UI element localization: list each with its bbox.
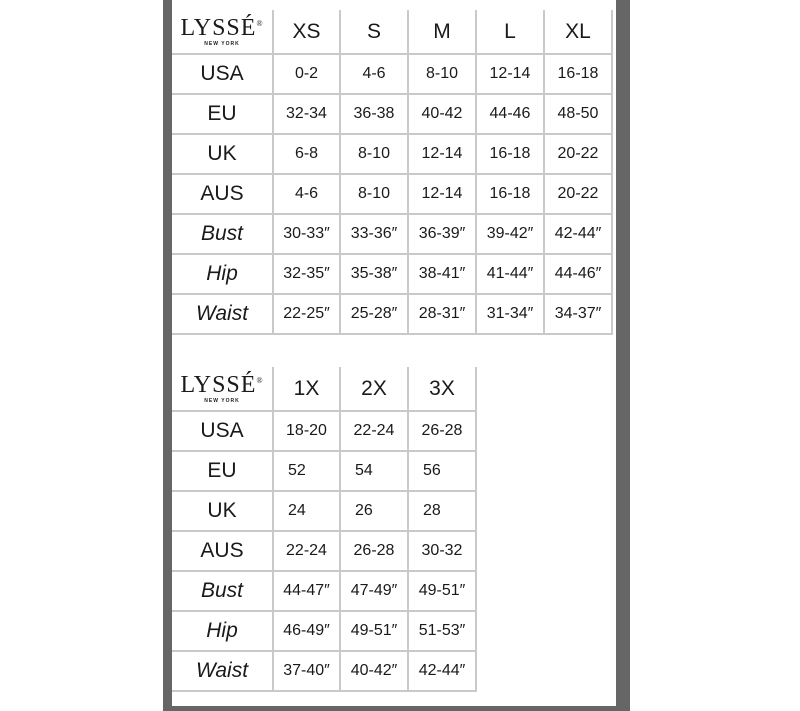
table-cell: 24 <box>274 492 341 532</box>
table-cell: 8-10 <box>409 55 477 95</box>
table-cell: 35-38″ <box>341 255 409 295</box>
row-label: Hip <box>172 612 274 652</box>
table-cell: 6-8 <box>274 135 341 175</box>
row-label: UK <box>172 492 274 532</box>
table-cell: 40-42″ <box>341 652 409 692</box>
table-cell: 44-47″ <box>274 572 341 612</box>
row-label: Bust <box>172 215 274 255</box>
table-cell: 36-38 <box>341 95 409 135</box>
table-cell: 4-6 <box>274 175 341 215</box>
brand-name: LYSSÉ® <box>180 372 264 398</box>
table-cell: 31-34″ <box>477 295 545 335</box>
brand-name: LYSSÉ® <box>180 15 264 41</box>
table-cell: 0-2 <box>274 55 341 95</box>
table-cell: 32-35″ <box>274 255 341 295</box>
size-table-plus <box>172 367 477 692</box>
table-cell: 28-31″ <box>409 295 477 335</box>
row-label: EU <box>172 95 274 135</box>
table-cell: 42-44″ <box>409 652 477 692</box>
table-cell: 22-24 <box>274 532 341 572</box>
row-label: AUS <box>172 175 274 215</box>
table-cell: 33-36″ <box>341 215 409 255</box>
table-cell: 16-18 <box>477 135 545 175</box>
table-cell: 42-44″ <box>545 215 613 255</box>
table-cell: 8-10 <box>341 135 409 175</box>
table-cell: 26-28 <box>341 532 409 572</box>
table-cell: 8-10 <box>341 175 409 215</box>
column-header: L <box>477 10 545 55</box>
table-cell: 44-46″ <box>545 255 613 295</box>
table-cell: 22-24 <box>341 412 409 452</box>
table-cell: 20-22 <box>545 135 613 175</box>
table-cell: 48-50 <box>545 95 613 135</box>
table-cell: 12-14 <box>409 135 477 175</box>
table-cell: 54 <box>341 452 409 492</box>
table-cell: 34-37″ <box>545 295 613 335</box>
table-cell: 51-53″ <box>409 612 477 652</box>
table-cell: 16-18 <box>545 55 613 95</box>
row-label: EU <box>172 452 274 492</box>
table-cell: 49-51″ <box>409 572 477 612</box>
row-label: USA <box>172 55 274 95</box>
table-cell: 26-28 <box>409 412 477 452</box>
table-cell: 47-49″ <box>341 572 409 612</box>
column-header: S <box>341 10 409 55</box>
row-label: Waist <box>172 295 274 335</box>
table-cell: 38-41″ <box>409 255 477 295</box>
table-cell: 40-42 <box>409 95 477 135</box>
table-cell: 28 <box>409 492 477 532</box>
column-header: 1X <box>274 367 341 412</box>
table-cell: 18-20 <box>274 412 341 452</box>
table-cell: 20-22 <box>545 175 613 215</box>
table-cell: 25-28″ <box>341 295 409 335</box>
table-cell: 46-49″ <box>274 612 341 652</box>
table-cell: 12-14 <box>409 175 477 215</box>
column-header: XL <box>545 10 613 55</box>
row-label: Bust <box>172 572 274 612</box>
table-cell: 22-25″ <box>274 295 341 335</box>
brand-logo <box>172 367 274 412</box>
brand-logo <box>172 10 274 55</box>
row-label: Waist <box>172 652 274 692</box>
table-cell: 49-51″ <box>341 612 409 652</box>
size-table-standard <box>172 10 613 336</box>
row-label: Hip <box>172 255 274 295</box>
table-cell: 4-6 <box>341 55 409 95</box>
column-header: 3X <box>409 367 477 412</box>
column-header: XS <box>274 10 341 55</box>
table-cell: 41-44″ <box>477 255 545 295</box>
column-header: M <box>409 10 477 55</box>
table-cell: 39-42″ <box>477 215 545 255</box>
table-cell: 26 <box>341 492 409 532</box>
table-cell: 30-33″ <box>274 215 341 255</box>
column-header: 2X <box>341 367 409 412</box>
brand-city: NEW YORK <box>204 398 240 404</box>
table-cell: 30-32 <box>409 532 477 572</box>
table-cell: 36-39″ <box>409 215 477 255</box>
brand-city: NEW YORK <box>204 41 240 47</box>
table-cell: 32-34 <box>274 95 341 135</box>
table-cell: 37-40″ <box>274 652 341 692</box>
table-cell: 44-46 <box>477 95 545 135</box>
row-label: AUS <box>172 532 274 572</box>
row-label: UK <box>172 135 274 175</box>
row-label: USA <box>172 412 274 452</box>
table-cell: 52 <box>274 452 341 492</box>
table-cell: 12-14 <box>477 55 545 95</box>
table-cell: 56 <box>409 452 477 492</box>
table-cell: 16-18 <box>477 175 545 215</box>
